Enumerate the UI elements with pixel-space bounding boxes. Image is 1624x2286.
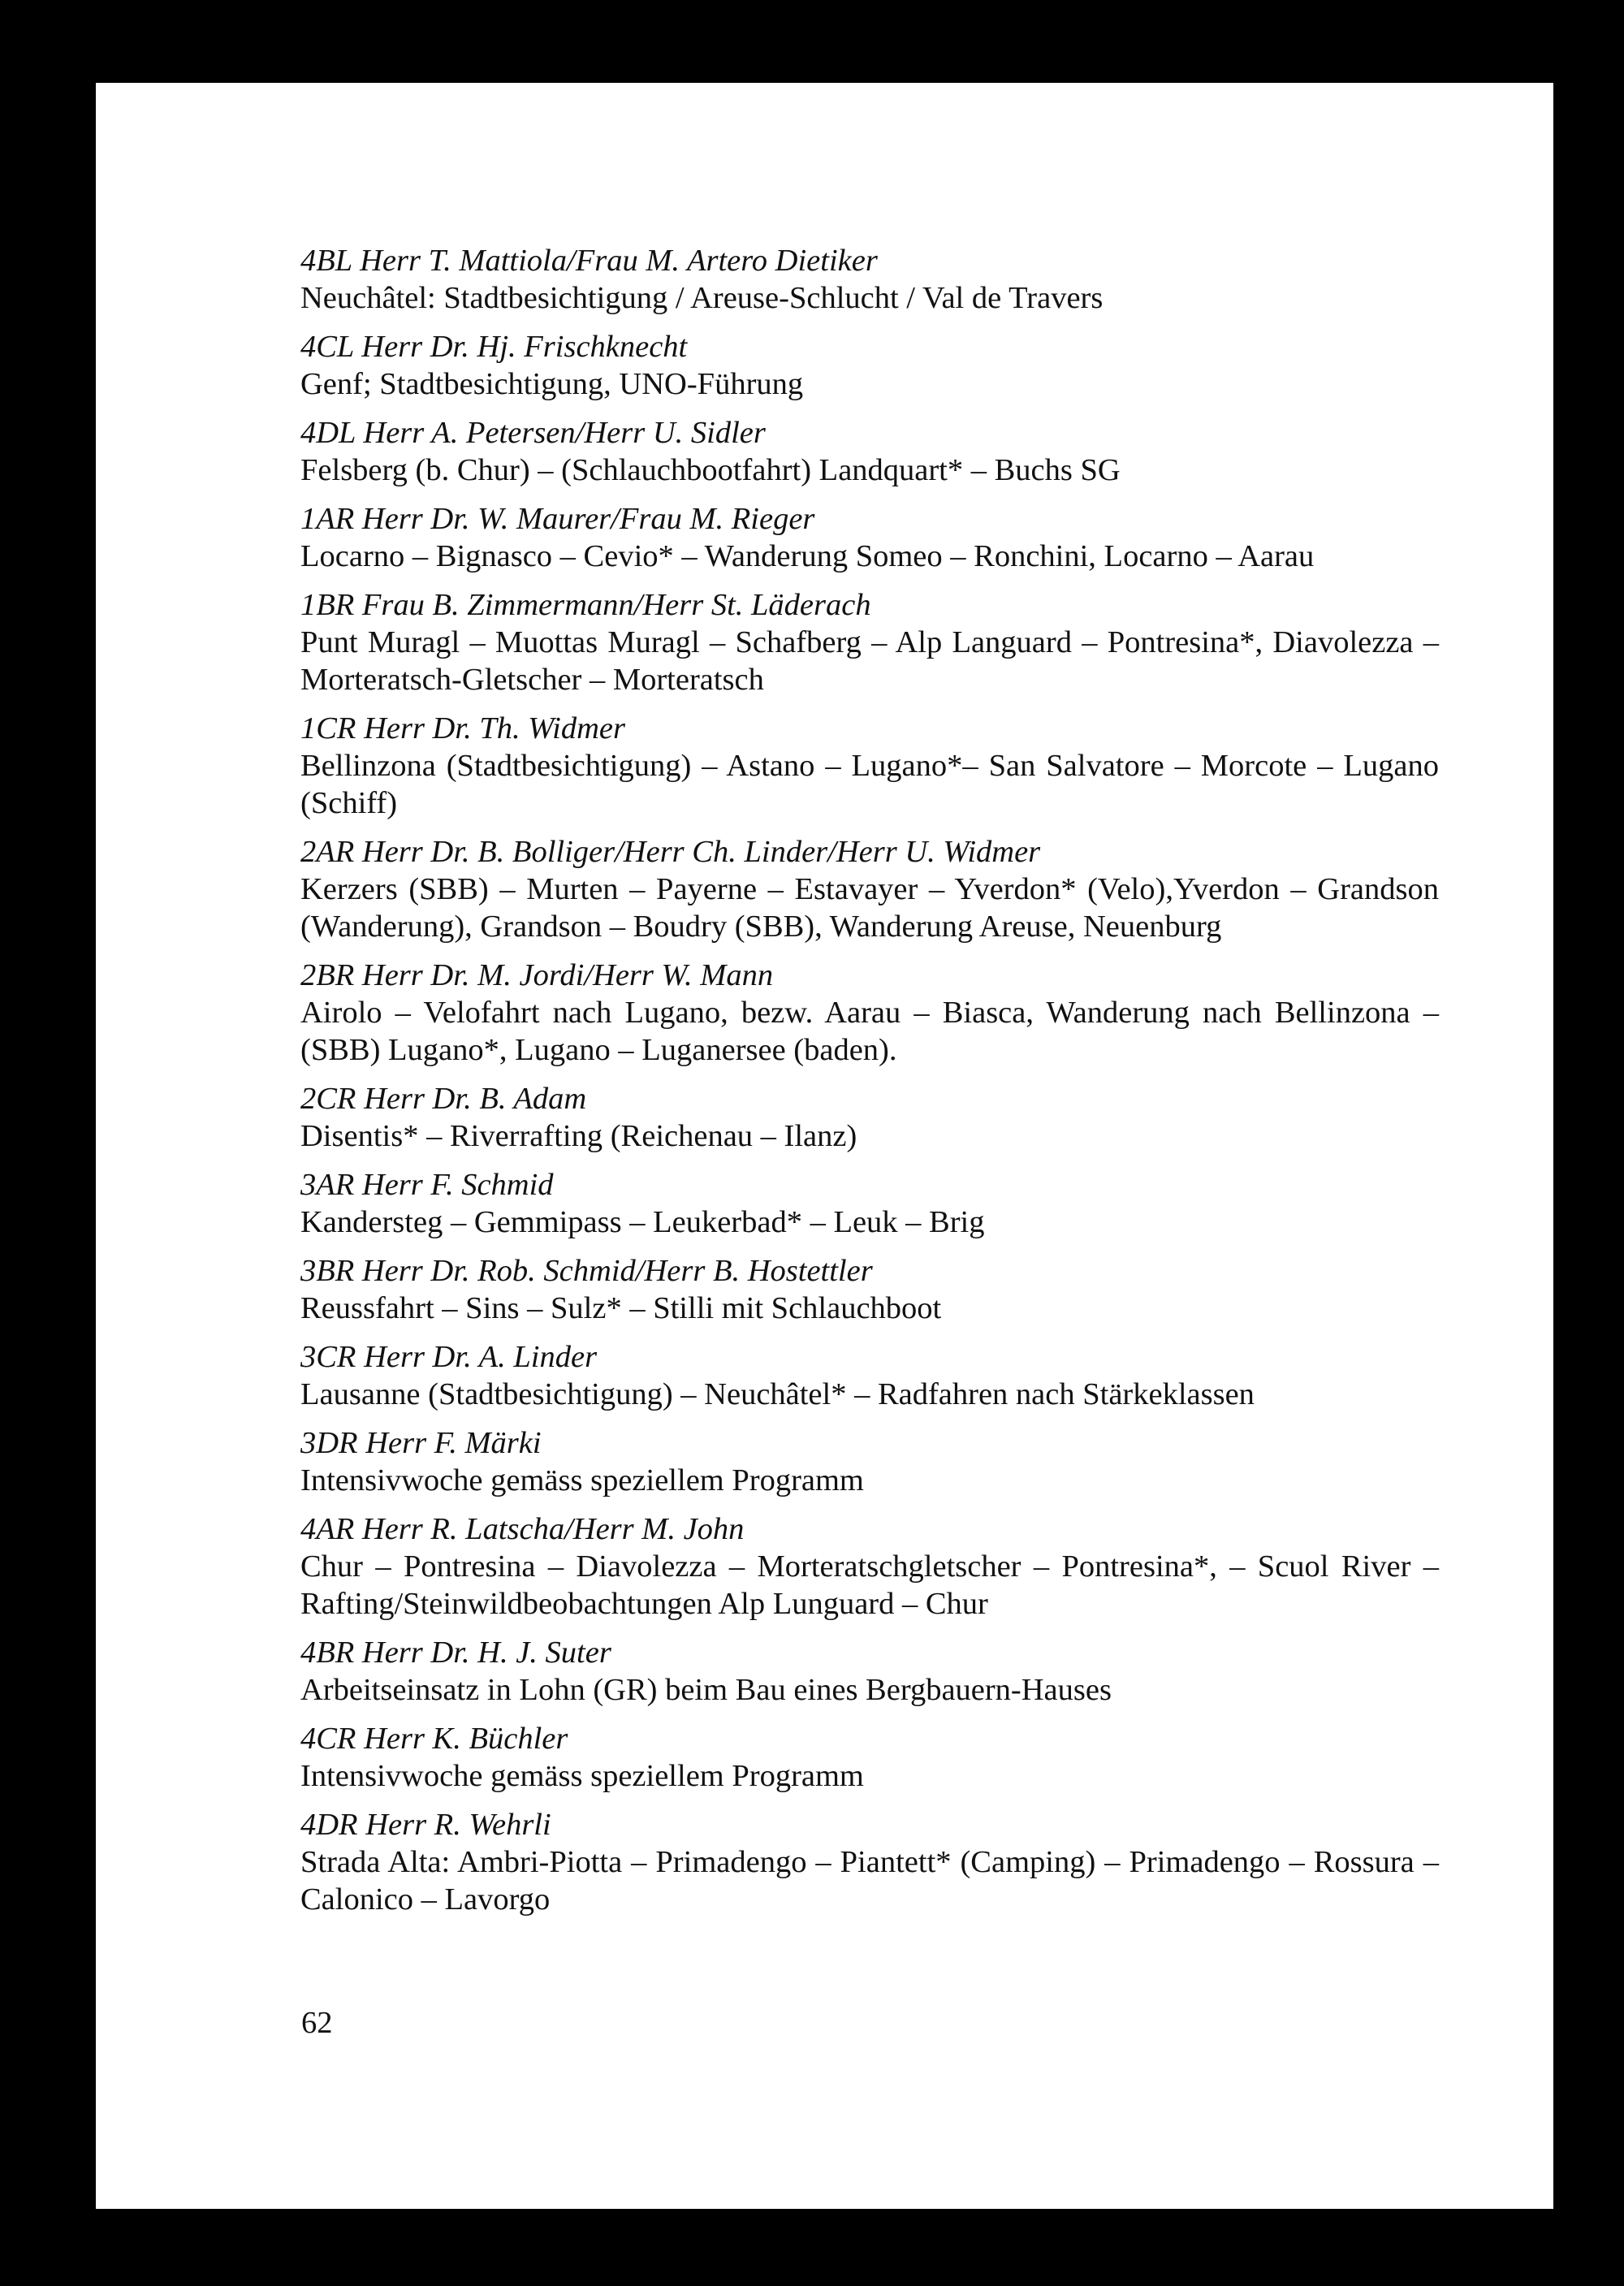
- entry-heading: 3CR Herr Dr. A. Linder: [300, 1340, 598, 1374]
- entry: [300, 414, 1439, 489]
- entry: [300, 957, 1439, 1069]
- entry-description: Neuchâtel: Stadtbesichtigung / Areuse-Schlucht / Val de Travers: [300, 281, 1104, 315]
- entry-description: Punt Muragl – Muottas Muragl – Schafberg – Alp Languard – Pontresina*, Diavolezza – Morteratsch-Gletscher – Morteratsch: [300, 625, 1439, 697]
- entry-heading: 3BR Herr Dr. Rob. Schmid/Herr B. Hostettler: [300, 1254, 873, 1288]
- entry-heading: 4CR Herr K. Büchler: [300, 1722, 568, 1756]
- entry: [300, 1252, 1439, 1327]
- entry-heading: 4BL Herr T. Mattiola/Frau M. Artero Dietiker: [300, 244, 878, 278]
- entry-description: Genf; Stadtbesichtigung, UNO-Führung: [300, 367, 804, 401]
- entry: [300, 1510, 1439, 1623]
- entry-description: Reussfahrt – Sins – Sulz* – Stilli mit Schlauchboot: [300, 1291, 942, 1325]
- entry-heading: 1AR Herr Dr. W. Maurer/Frau M. Rieger: [300, 502, 815, 536]
- entry-description: Strada Alta: Ambri-Piotta – Primadengo – Piantett* (Camping) – Primadengo – Rossura – Calonico – Lavorgo: [300, 1845, 1439, 1917]
- entry-description: Locarno – Bignasco – Cevio* – Wanderung Someo – Ronchini, Locarno – Aarau: [300, 539, 1315, 573]
- entry-heading: 4BR Herr Dr. H. J. Suter: [300, 1636, 611, 1670]
- entry-heading: 2BR Herr Dr. M. Jordi/Herr W. Mann: [300, 958, 774, 992]
- entry-heading: 2AR Herr Dr. B. Bolliger/Herr Ch. Linder/Herr U. Widmer: [300, 835, 1041, 869]
- entry-heading: 1CR Herr Dr. Th. Widmer: [300, 711, 626, 745]
- entry-heading: 3DR Herr F. Märki: [300, 1426, 542, 1460]
- entry-description: Airolo – Velofahrt nach Lugano, bezw. Aarau – Biasca, Wanderung nach Bellinzona – (SBB) Lugano*, Lugano – Luganersee (baden).: [300, 996, 1439, 1067]
- entry-description: Arbeitseinsatz in Lohn (GR) beim Bau eines Bergbauern-Hauses: [300, 1673, 1112, 1707]
- entry: [300, 1720, 1439, 1795]
- entry: [300, 1806, 1439, 1918]
- entry: [300, 500, 1439, 575]
- entry-description: Felsberg (b. Chur) – (Schlauchbootfahrt) Landquart* – Buchs SG: [300, 453, 1121, 487]
- entry: [300, 1338, 1439, 1413]
- entry: [300, 1080, 1439, 1155]
- entry-description: Kerzers (SBB) – Murten – Payerne – Estavayer – Yverdon* (Velo),Yverdon – Grandson (Wanderung), Grandson – Boudry (SBB), Wanderung Areuse, Neuenburg: [300, 872, 1439, 944]
- entry-description: Lausanne (Stadtbesichtigung) – Neuchâtel* – Radfahren nach Stärkeklassen: [300, 1377, 1255, 1411]
- entry-heading: 3AR Herr F. Schmid: [300, 1168, 554, 1202]
- entry-description: Disentis* – Riverrafting (Reichenau – Ilanz): [300, 1119, 857, 1153]
- entry: [300, 242, 1439, 317]
- page: [96, 83, 1553, 2209]
- entry-description: Kandersteg – Gemmipass – Leukerbad* – Leuk – Brig: [300, 1205, 985, 1239]
- entry-description: Bellinzona (Stadtbesichtigung) – Astano – Lugano*– San Salvatore – Morcote – Lugano (Schiff): [300, 749, 1439, 820]
- entry-heading: 4AR Herr R. Latscha/Herr M. John: [300, 1512, 745, 1546]
- page-number: 62: [301, 2006, 333, 2040]
- entry-heading: 2CR Herr Dr. B. Adam: [300, 1082, 587, 1116]
- entry: [300, 833, 1439, 945]
- entry-description: Intensivwoche gemäss speziellem Programm: [300, 1463, 864, 1497]
- entry-heading: 1BR Frau B. Zimmermann/Herr St. Läderach: [300, 588, 871, 622]
- entry-list: [300, 242, 1439, 1929]
- entry-heading: 4DR Herr R. Wehrli: [300, 1808, 551, 1842]
- entry-heading: 4DL Herr A. Petersen/Herr U. Sidler: [300, 416, 766, 450]
- entry: [300, 1424, 1439, 1499]
- entry-description: Intensivwoche gemäss speziellem Programm: [300, 1759, 864, 1793]
- entry: [300, 710, 1439, 822]
- entry-heading: 4CL Herr Dr. Hj. Frischknecht: [300, 330, 688, 364]
- entry: [300, 1166, 1439, 1241]
- entry: [300, 586, 1439, 698]
- entry: [300, 328, 1439, 403]
- entry-description: Chur – Pontresina – Diavolezza – Morteratschgletscher – Pontresina*, – Scuol River – Rafting/Steinwildbeobachtungen Alp Lunguard – Chur: [300, 1549, 1439, 1621]
- entry: [300, 1634, 1439, 1709]
